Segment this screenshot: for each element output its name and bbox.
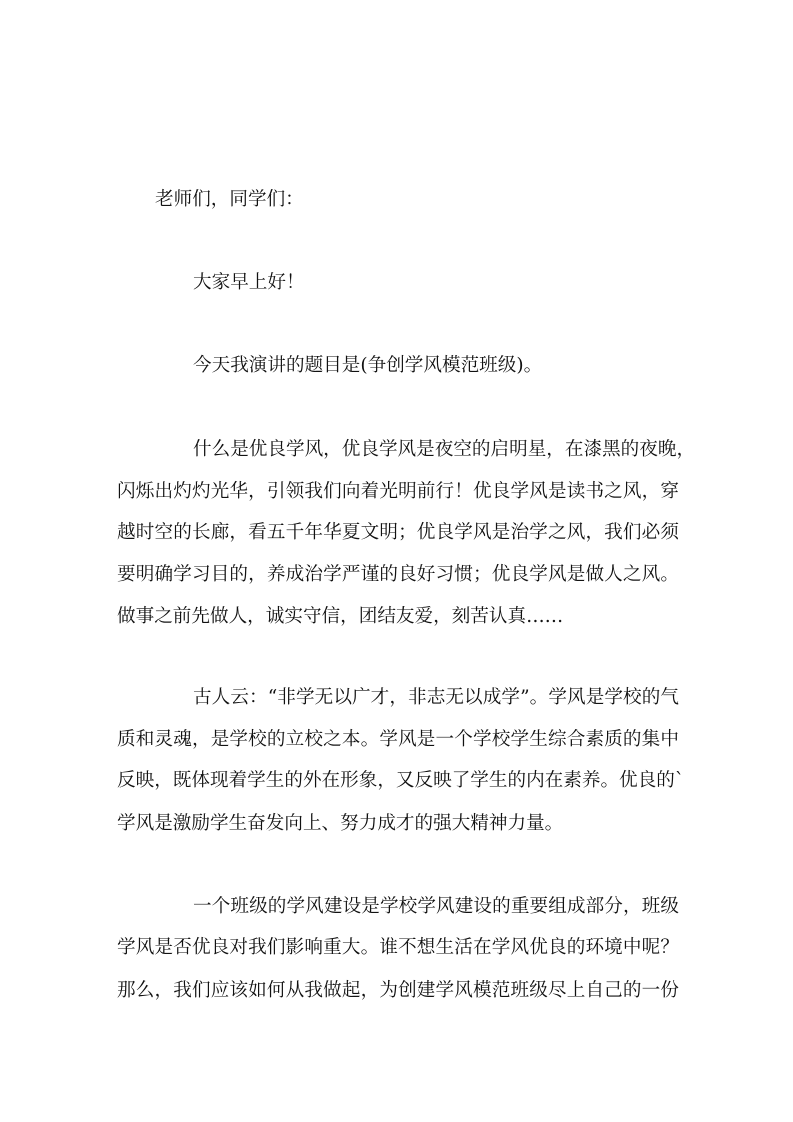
paragraph-line: 越时空的长廊，看五千年华夏文明；优良学风是治学之风，我们必须 bbox=[117, 522, 679, 543]
paragraph-line: 闪烁出灼灼光华，引领我们向着光明前行！优良学风是读书之风，穿 bbox=[117, 481, 679, 502]
paragraph-line: 古人云：“非学无以广才，非志无以成学”。学风是学校的气 bbox=[193, 687, 679, 708]
paragraph-line: 什么是优良学风，优良学风是夜空的启明星，在漆黑的夜晚， bbox=[193, 439, 696, 460]
paragraph-line: 一个班级的学风建设是学校学风建设的重要组成部分，班级 bbox=[193, 896, 679, 917]
paragraph-line: 做事之前先做人，诚实守信，团结友爱，刻苦认真…… bbox=[117, 606, 564, 627]
paragraph-line: 那么，我们应该如何从我做起，为创建学风模范班级尽上自己的一份 bbox=[117, 980, 679, 1001]
greeting: 大家早上好！ bbox=[193, 272, 305, 293]
paragraph-line: 质和灵魂，是学校的立校之本。学风是一个学校学生综合素质的集中 bbox=[117, 729, 679, 750]
paragraph-line: 要明确学习目的，养成治学严谨的良好习惯；优良学风是做人之风。 bbox=[117, 564, 679, 585]
paragraph-line: 学风是激励学生奋发向上、努力成才的强大精神力量。 bbox=[117, 813, 564, 834]
paragraph-line: 反映，既体现着学生的外在形象，又反映了学生的内在素养。优良的` bbox=[117, 770, 685, 791]
salutation: 老师们，同学们： bbox=[155, 189, 304, 210]
paragraph-line: 学风是否优良对我们影响重大。谁不想生活在学风优良的环境中呢？ bbox=[117, 937, 679, 958]
speech-topic: 今天我演讲的题目是(争创学风模范班级)。 bbox=[193, 355, 543, 376]
